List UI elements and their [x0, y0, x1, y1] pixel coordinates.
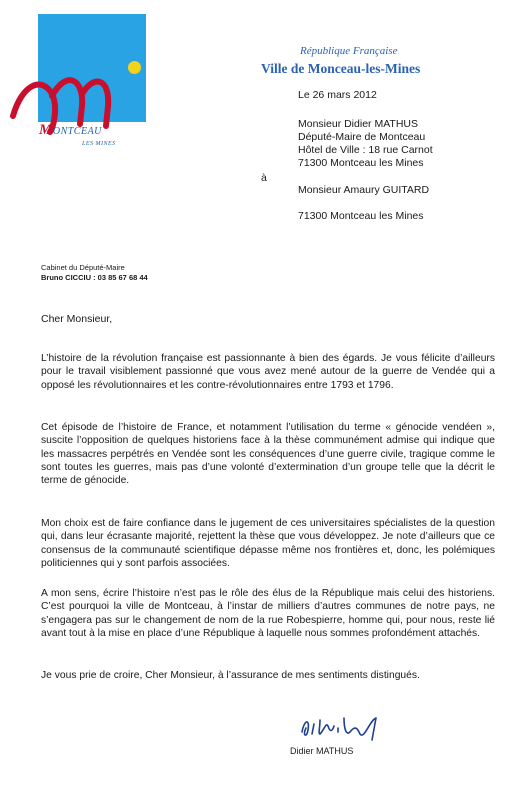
republique-heading: République Française	[300, 45, 398, 57]
handwritten-signature	[298, 710, 388, 744]
cabinet-block	[41, 263, 148, 282]
recipient-line-2: Député-Maire de Montceau	[298, 131, 426, 143]
paragraph-4: A mon sens, écrire l’histoire n’est pas le rôle des élus de la République mais celui des historiens. C’est pourquoi la ville de Montceau, à l’instar de milliers d’autres communes de notre pays, ne s’engagera pas sur le changement de nom de la rue Robespierre, homme qui, pour nous, reste lié avant tout à la mise en place d’une République à laquelle nous sommes profondément attachés.	[41, 588, 495, 639]
cabinet-title: Cabinet du Député-Maire	[41, 263, 125, 272]
letter-date: Le 26 mars 2012	[298, 89, 377, 101]
logo-wordmark	[39, 122, 102, 139]
paragraph-2: Cet épisode de l’histoire de France, et notamment l’utilisation du terme « génocide vendéen », suscite l’opposition de quelques historiens face à la thèse communément admise qui indique que les massacres perpétrés en Vendée sont les conséquences d’une guerre civile, tragique comme le sont toutes les guerres, mais pas d’une volonté d’extermination d’un groupe telle que la décrit le terme de génocide.	[41, 422, 495, 487]
ville-heading: Ville de Monceau-les-Mines	[261, 61, 421, 76]
city-logo	[10, 14, 160, 154]
recipient-line-3: Hôtel de Ville : 18 rue Carnot	[298, 144, 433, 156]
cabinet-contact: Bruno CICCIU : 03 85 67 68 44	[41, 272, 148, 282]
logo-name-rest: ONTCEAU	[52, 126, 102, 137]
paragraph-closing: Je vous prie de croire, Cher Monsieur, à l’assurance de mes sentiments distingués.	[41, 670, 420, 681]
paragraph-1: L’histoire de la révolution française est passionnante à bien des égards. Je vous félicite d’ailleurs pour le travail visiblement passionné que vous avez mené autour de la guerre de Vendée qui a opposé les révolutionnaires et les contre-révolutionnaires entre 1793 et 1796.	[41, 353, 495, 391]
a-connector: à	[261, 172, 267, 184]
logo-initial: M	[39, 122, 53, 138]
addressee-name: Monsieur Amaury GUITARD	[298, 184, 430, 196]
addressee-city: 71300 Montceau les Mines	[298, 210, 424, 222]
recipient-line-4: 71300 Montceau les Mines	[298, 157, 424, 169]
logo-subtitle: LES MINES	[82, 141, 116, 147]
recipient-line-1: Monsieur Didier MATHUS	[298, 118, 418, 130]
salutation: Cher Monsieur,	[41, 313, 113, 325]
signer-name: Didier MATHUS	[290, 746, 354, 756]
paragraph-3: Mon choix est de faire confiance dans le jugement de ces universitaires spécialistes de la question qui, dans leur écrasante majorité, rejettent la thèse que vous développez. Je note d’ailleurs que ce consensus de la communauté scientifique dépasse même nos frontières et, donc, les polémiques politiciennes qui y sont parfois associées.	[41, 518, 495, 569]
